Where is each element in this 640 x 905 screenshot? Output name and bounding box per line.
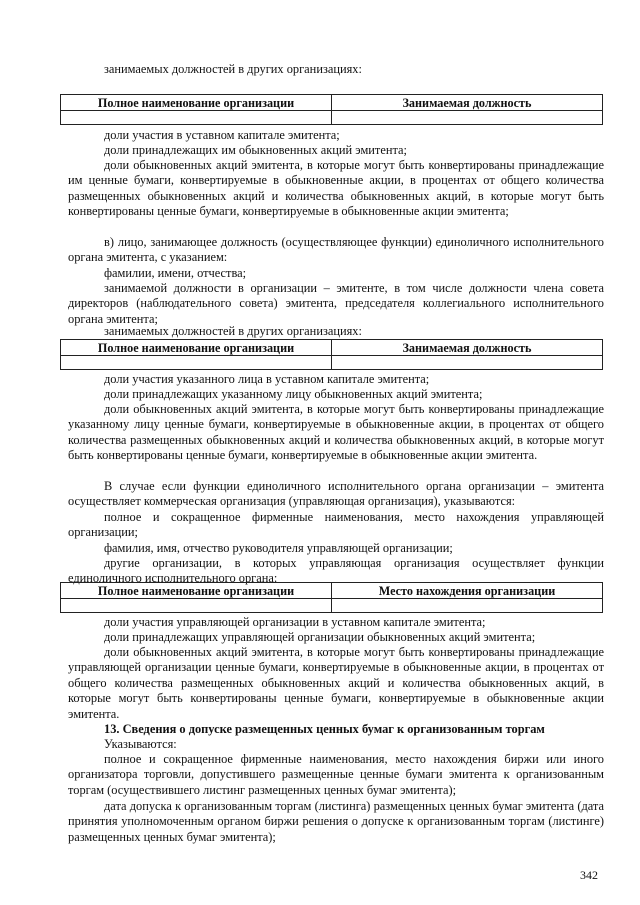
table-cell <box>61 356 332 370</box>
paragraph: доли принадлежащих управляющей организации обыкновенных акций эмитента; <box>104 630 536 644</box>
paragraph: В случае если функции единоличного исполнительного органа организации – эмитента осуществляет коммерческая организация (управляющая организация), указываются: <box>68 479 604 509</box>
table-header-cell: Занимаемая должность <box>332 340 603 356</box>
positions-table <box>60 94 603 125</box>
paragraph: Указываются: <box>104 737 177 751</box>
paragraph: доли обыкновенных акций эмитента, в которые могут быть конвертированы принадлежащие им ценные бумаги, конвертируемые в обыкновенные акции, в процентах от общего количества размещенных обыкновенных акций и количества обыкновенных акций, в которые могут быть конвертированы ценные бумаги, конвертируемые в обыкновенные акции эмитента; <box>68 158 604 219</box>
paragraph: доли обыкновенных акций эмитента, в которые могут быть конвертированы принадлежащие указанному лицу ценные бумаги, конвертируемые в обыкновенные акции, в процентах от общего количества размещенных обыкновенных акций и количества обыкновенных акций, в которые могут быть конвертированы ценные бумаги, конвертируемые в обыкновенные акции эмитента. <box>68 402 604 463</box>
paragraph: занимаемой должности в организации – эмитенте, в том числе должности члена совета директоров (наблюдательного совета) эмитента, председателя коллегиального исполнительного органа эмитента; <box>68 281 604 326</box>
paragraph: полное и сокращенное фирменные наименования, место нахождения управляющей организации; <box>68 510 604 540</box>
paragraph: доли участия указанного лица в уставном капитале эмитента; <box>104 372 430 386</box>
paragraph: дата допуска к организованным торгам (листинга) размещенных ценных бумаг эмитента (дата принятия уполномоченным органом биржи решения о допуске к организованным торгам (листинге) размещенных ценных бумаг эмитента); <box>68 799 604 844</box>
paragraph: доли принадлежащих им обыкновенных акций эмитента; <box>104 143 407 157</box>
paragraph: фамилия, имя, отчество руководителя управляющей организации; <box>104 541 453 555</box>
table-cell <box>61 599 332 613</box>
table-header-cell: Место нахождения организации <box>332 583 603 599</box>
paragraph: доли обыкновенных акций эмитента, в которые могут быть конвертированы принадлежащие управляющей организации ценные бумаги, конвертируемые в обыкновенные акции, в процентах от общего количества размещенных обыкновенных акций и количества обыкновенных акций, в которые могут быть конвертированы ценные бумаги, конвертируемые в обыкновенные акции эмитента. <box>68 645 604 721</box>
table-header-cell: Занимаемая должность <box>332 95 603 111</box>
table-header-cell: Полное наименование организации <box>61 95 332 111</box>
table-header-cell: Полное наименование организации <box>61 340 332 356</box>
paragraph: другие организации, в которых управляющая организация осуществляет функции единоличного исполнительного органа: <box>68 556 604 586</box>
paragraph: занимаемых должностей в других организациях: <box>104 62 362 76</box>
paragraph: доли участия управляющей организации в уставном капитале эмитента; <box>104 615 486 629</box>
page-number: 342 <box>580 868 598 882</box>
table-cell <box>61 111 332 125</box>
table-cell <box>332 111 603 125</box>
table-cell <box>332 599 603 613</box>
paragraph: доли принадлежащих указанному лицу обыкновенных акций эмитента; <box>104 387 483 401</box>
table-cell <box>332 356 603 370</box>
table-header-cell: Полное наименование организации <box>61 583 332 599</box>
paragraph: доли участия в уставном капитале эмитента; <box>104 128 340 142</box>
paragraph: полное и сокращенное фирменные наименования, место нахождения биржи или иного организатора торговли, допустившего размещенные ценные бумаги эмитента к организованным торгам (осуществившего листинг размещенных ценных бумаг эмитента); <box>68 752 604 797</box>
paragraph: фамилии, имени, отчества; <box>104 266 247 280</box>
positions-table <box>60 339 603 370</box>
paragraph: в) лицо, занимающее должность (осуществляющее функции) единоличного исполнительного органа эмитента, с указанием: <box>68 235 604 265</box>
section-heading: 13. Сведения о допуске размещенных ценных бумаг к организованным торгам <box>104 722 545 736</box>
paragraph: занимаемых должностей в других организациях: <box>104 324 362 338</box>
organizations-table <box>60 582 603 613</box>
